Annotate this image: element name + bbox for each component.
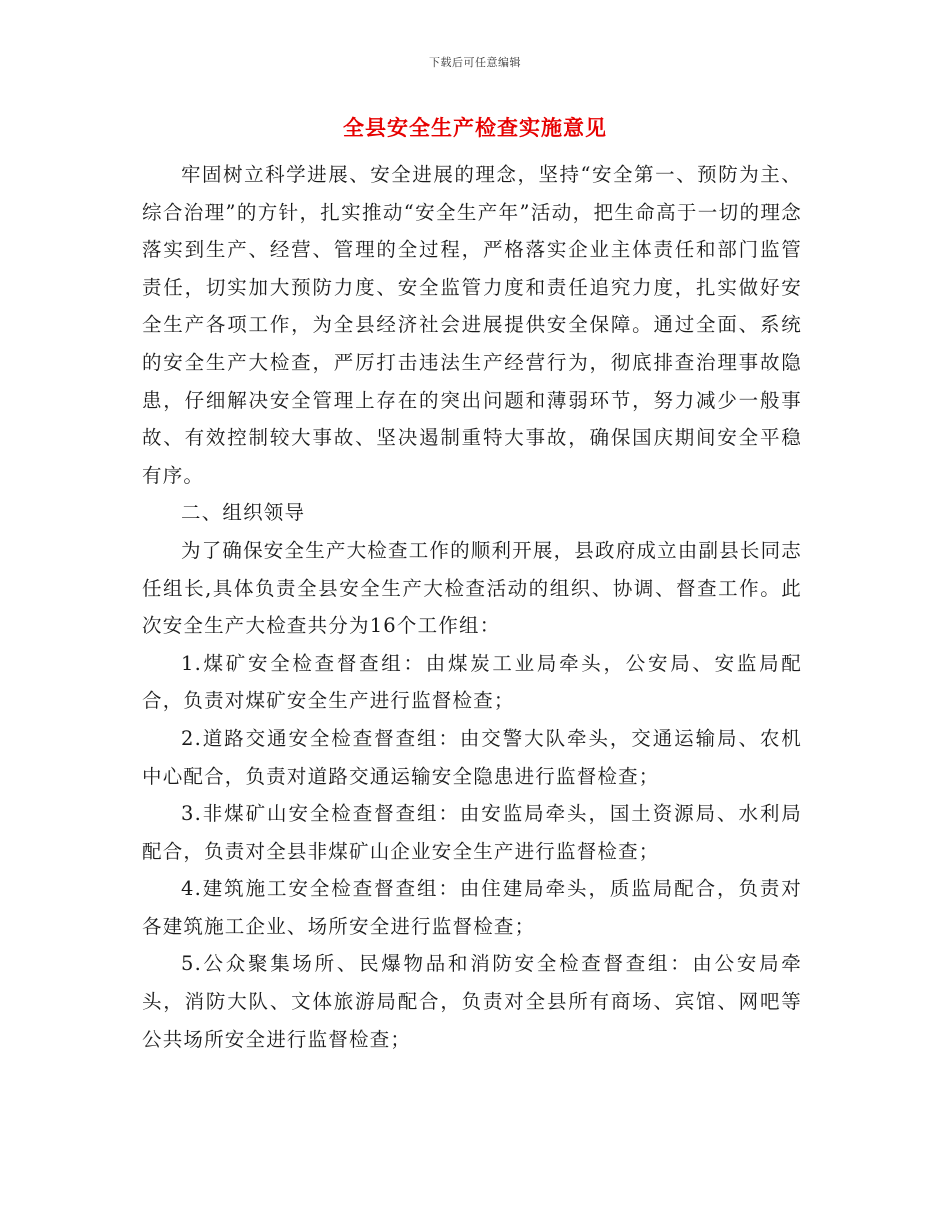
list-item-construction-group: 4.建筑施工安全检查督查组：由住建局牵头，质监局配合，负责对各建筑施工企业、场所安全进行监督检查；	[142, 877, 802, 938]
list-item-road-traffic-group: 2.道路交通安全检查督查组：由交警大队牵头，交通运输局、农机中心配合，负责对道路交通运输安全隐患进行监督检查；	[142, 726, 802, 788]
list-item-coal-mine-group: 1.煤矿安全检查督查组：由煤炭工业局牵头，公安局、安监局配合，负责对煤矿安全生产进行监督检查；	[142, 651, 802, 713]
document-body	[142, 156, 802, 1058]
document-title: 全县安全生产检查实施意见	[343, 115, 607, 140]
section-heading-organization: 二、组织领导	[181, 501, 306, 525]
paragraph-intro: 牢固树立科学进展、安全进展的理念，坚持“安全第一、预防为主、综合治理”的方针，扎实推动“安全生产年”活动，把生命高于一切的理念落实到生产、经营、管理的全过程，严格落实企业主体责任和部门监管责任，切实加大预防力度、安全监管力度和责任追究力度，扎实做好安全生产各项工作，为全县经济社会进展提供安全保障。通过全面、系统的安全生产大检查，严厉打击违法生产经营行为，彻底排查治理事故隐患，仔细解决安全管理上存在的突出问题和薄弱环节，努力减少一般事故、有效控制较大事故、坚决遏制重特大事故，确保国庆期间安全平稳有序。	[142, 163, 802, 487]
list-item-non-coal-mine-group: 3.非煤矿山安全检查督查组：由安监局牵头，国土资源局、水利局配合，负责对全县非煤矿山企业安全生产进行监督检查；	[142, 802, 802, 863]
list-item-public-places-group: 5.公众聚集场所、民爆物品和消防安全检查督查组：由公安局牵头，消防大队、文体旅游局配合，负责对全县所有商场、宾馆、网吧等公共场所安全进行监督检查；	[142, 952, 802, 1051]
header-note: 下载后可任意编辑	[429, 56, 521, 69]
paragraph-organization: 为了确保安全生产大检查工作的顺利开展，县政府成立由副县长同志任组长,具体负责全县安全生产大检查活动的组织、协调、督查工作。此次安全生产大检查共分为16个工作组：	[142, 538, 803, 638]
